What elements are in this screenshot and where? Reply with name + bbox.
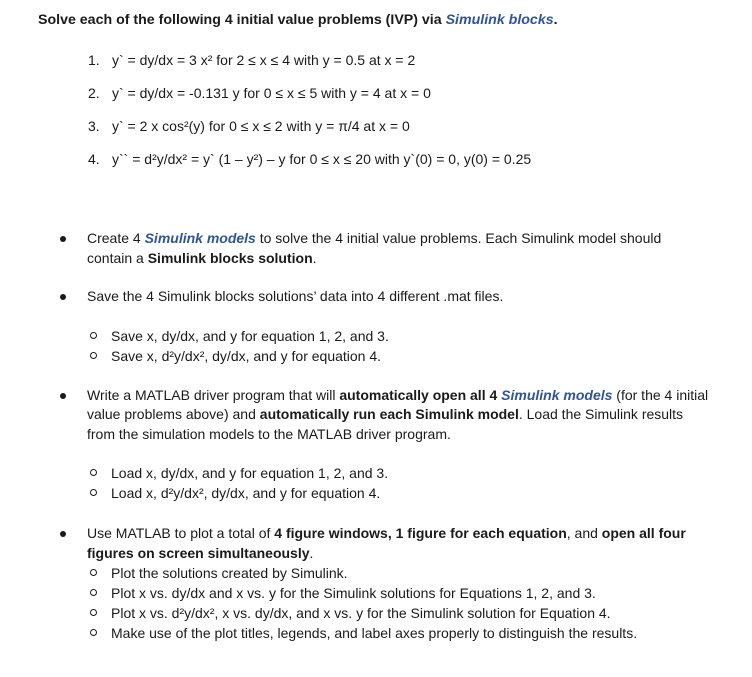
task-text: , and <box>566 525 602 541</box>
equation-list <box>88 52 531 184</box>
equation-text: y` = dy/dx = -0.131 y for 0 ≤ x ≤ 5 with y = 4 at x = 0 <box>112 85 431 101</box>
task-text: Write a MATLAB driver program that will <box>87 386 340 403</box>
circle-bullet-icon <box>90 629 97 636</box>
task-text: Create 4 <box>87 230 145 246</box>
sub-item <box>87 623 710 643</box>
task-bold: 4 figure windows, 1 figure for each equation <box>274 525 567 541</box>
task-highlight: Simulink models <box>501 386 613 403</box>
task-bold: automatically run each Simulink model <box>259 406 519 422</box>
title-suffix: . <box>553 12 558 28</box>
circle-bullet-icon <box>90 589 97 596</box>
equation-text: y`` = d²y/dx² = y` (1 – y²) – y for 0 ≤ x ≤ 20 with y`(0) = 0, y(0) = 0.25 <box>112 151 532 167</box>
title-prefix: Solve each of the following 4 initial value problems (IVP) via <box>38 12 446 28</box>
page-title <box>38 12 558 28</box>
sub-item <box>87 346 710 366</box>
sub-item-text: Make use of the plot titles, legends, and label axes properly to distinguish the results. <box>111 625 638 641</box>
equation-item <box>88 52 531 85</box>
equation-number: 2. <box>88 85 100 101</box>
equation-item <box>88 151 531 184</box>
sub-list <box>87 463 710 503</box>
task-bold: automatically open all 4 <box>339 386 502 403</box>
circle-bullet-icon <box>90 489 97 496</box>
task-text: Use MATLAB to plot a total of <box>87 525 275 541</box>
task-driver-program <box>60 386 710 504</box>
sub-item <box>87 603 710 623</box>
task-save-data <box>60 287 710 366</box>
sub-item-text: Plot x vs. dy/dx and x vs. y for the Simulink solutions for Equations 1, 2, and 3. <box>111 585 596 601</box>
equation-text: y` = dy/dx = 3 x² for 2 ≤ x ≤ 4 with y = 0.5 at x = 2 <box>112 52 416 68</box>
task-text: Save the 4 Simulink blocks solutions’ data into 4 different .mat files. <box>87 288 504 304</box>
sub-item-text: Save x, dy/dx, and y for equation 1, 2, and 3. <box>111 327 389 344</box>
task-text: (for the 4 initial value problems above) and <box>87 386 709 422</box>
equation-number: 4. <box>88 151 100 167</box>
task-text: . <box>312 249 317 266</box>
sub-item <box>87 583 710 603</box>
title-highlight: Simulink blocks <box>445 12 554 28</box>
task-highlight: Simulink models <box>144 230 256 246</box>
equation-text: y` = 2 x cos²(y) for 0 ≤ x ≤ 2 with y = π/4 at x = 0 <box>112 118 410 134</box>
equation-number: 1. <box>88 52 100 68</box>
sub-list <box>87 326 710 366</box>
task-text: . Load the Simulink results from the simulation models to the MATLAB driver program. <box>87 406 684 442</box>
sub-item-text: Load x, dy/dx, and y for equation 1, 2, and 3. <box>111 465 389 481</box>
circle-bullet-icon <box>90 569 97 576</box>
sub-item <box>87 563 710 583</box>
task-create-models <box>60 229 710 268</box>
equation-item <box>88 85 531 118</box>
bullet-icon <box>60 294 66 300</box>
equation-item <box>88 118 531 151</box>
task-text: to solve the 4 initial value problems. Each Simulink model should contain a <box>87 230 662 266</box>
circle-bullet-icon <box>90 332 97 339</box>
sub-item-text: Plot x vs. d²y/dx², x vs. dy/dx, and x vs. y for the Simulink solution for Equation 4. <box>111 605 611 621</box>
circle-bullet-icon <box>90 609 97 616</box>
sub-item-text: Save x, d²y/dx², dy/dx, and y for equation 4. <box>111 347 382 364</box>
task-list <box>60 229 710 643</box>
sub-item <box>87 463 710 483</box>
sub-item-text: Load x, d²y/dx², dy/dx, and y for equation 4. <box>111 485 381 501</box>
bullet-icon <box>60 393 66 399</box>
equation-number: 3. <box>88 118 100 134</box>
task-plot-figures <box>60 524 710 643</box>
task-bold: open all four figures on screen simultaneously <box>87 525 686 561</box>
circle-bullet-icon <box>90 352 97 359</box>
task-text: . <box>309 544 314 561</box>
task-bold: Simulink blocks solution <box>147 249 313 266</box>
sub-item <box>87 326 710 346</box>
sub-item-text: Plot the solutions created by Simulink. <box>111 565 348 581</box>
circle-bullet-icon <box>90 469 97 476</box>
bullet-icon <box>60 236 66 242</box>
bullet-icon <box>60 531 66 537</box>
sub-list <box>87 563 710 643</box>
sub-item <box>87 483 710 503</box>
